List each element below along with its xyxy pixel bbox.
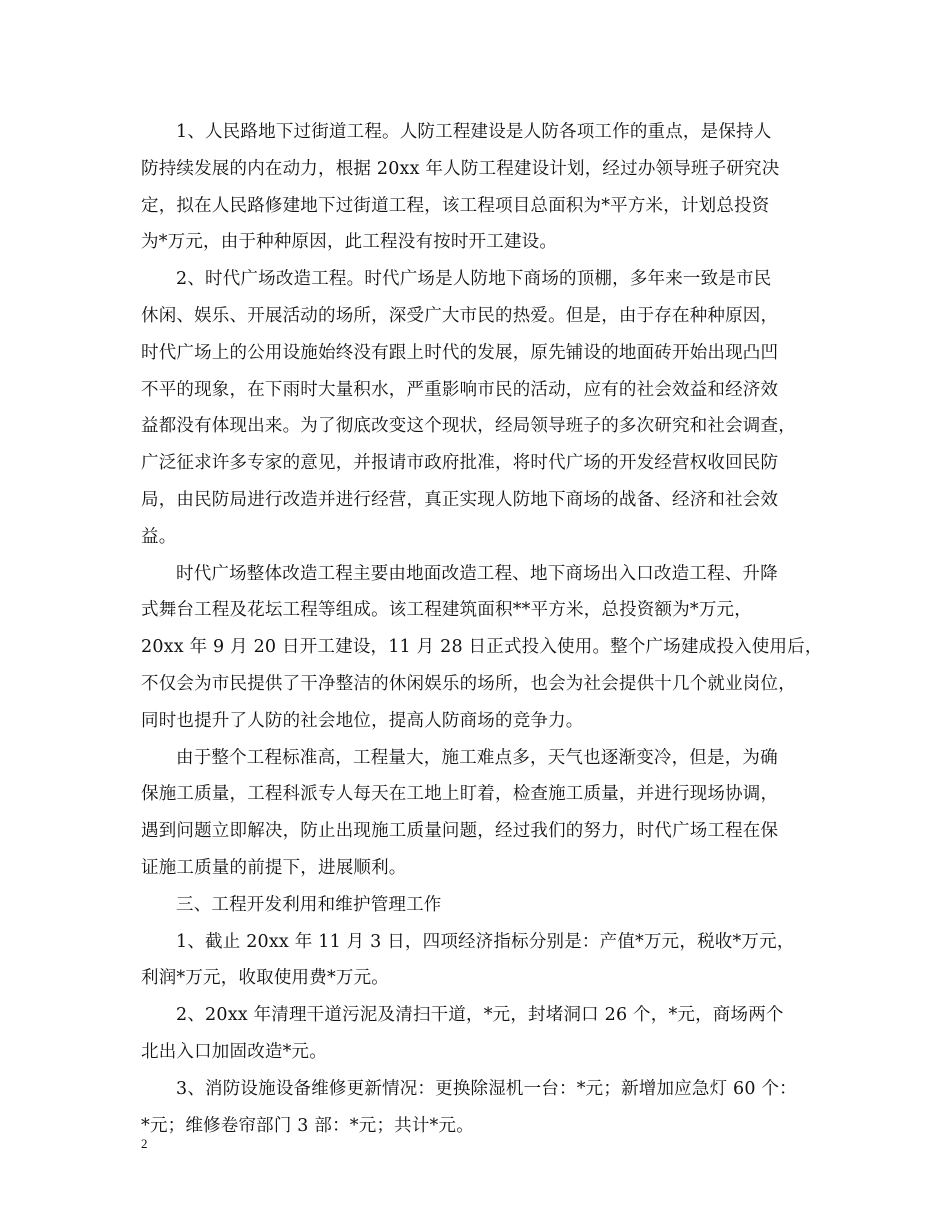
document-body [141,114,823,1144]
paragraph-line: 利润*万元，收取使用费*万元。 [141,968,389,989]
paragraph-line: 广泛征求许多专家的意见，并报请市政府批准，将时代广场的开发经营权收回民防 [141,453,779,474]
paragraph-line: 遇到问题立即解决，防止出现施工质量问题，经过我们的努力，时代广场工程在保 [141,821,779,842]
paragraph-line: 由于整个工程标准高，工程量大，施工难点多，天气也逐渐变冷，但是，为确 [176,747,778,768]
paragraph-line: 局，由民防局进行改造并进行经营，真正实现人防地下商场的战备、经济和社会效 [141,489,779,510]
paragraph-line: 不平的现象，在下雨时大量积水，严重影响市民的活动，应有的社会效益和经济效 [141,379,779,400]
paragraph-line: 保施工质量，工程科派专人每天在工地上盯着，检查施工质量，并进行现场协调， [141,784,779,805]
paragraph-line: 益。 [141,526,177,547]
paragraph-line: 式舞台工程及花坛工程等组成。该工程建筑面积**平方米，总投资额为*万元， [141,600,752,621]
paragraph-line: 为*万元，由于种种原因，此工程没有按时开工建设。 [141,232,558,253]
paragraph-line: 2、时代广场改造工程。时代广场是人防地下商场的顶棚，多年来一致是市民 [176,269,772,290]
paragraph-line: 益都没有体现出来。为了彻底改变这个现状，经局领导班子的多次研究和社会调查， [141,416,796,437]
paragraph-line: 时代广场上的公用设施始终没有跟上时代的发展，原先铺设的地面砖开始出现凸凹 [141,342,779,363]
section-heading: 三、工程开发利用和维护管理工作 [176,894,442,915]
paragraph-line: 20xx 年 9 月 20 日开工建设，11 月 28 日正式投入使用。整个广场建成投入使用后， [141,637,823,658]
paragraph-line: 不仅会为市民提供了干净整洁的休闲娱乐的场所，也会为社会提供十几个就业岗位， [141,673,796,694]
paragraph-line: 时代广场整体改造工程主要由地面改造工程、地下商场出入口改造工程、升降 [176,563,778,584]
paragraph-line: 证施工质量的前提下，进展顺利。 [141,857,407,878]
paragraph-line: 1、截止 20xx 年 11 月 3 日，四项经济指标分别是：产值*万元，税收*万元， [176,931,795,952]
paragraph-line: 防持续发展的内在动力，根据 20xx 年人防工程建设计划，经过办领导班子研究决 [141,158,780,179]
paragraph-line: 1、人民路地下过街道工程。人防工程建设是人防各项工作的重点，是保持人 [176,122,772,142]
paragraph-line: 2、20xx 年清理干道污泥及清扫干道，*元，封堵洞口 26 个，*元，商场两个 [176,1005,784,1026]
paragraph-line: 休闲、娱乐、开展活动的场所，深受广大市民的热爱。但是，由于存在种种原因， [141,305,779,326]
paragraph-line: 同时也提升了人防的社会地位，提高人防商场的竞争力。 [141,710,584,731]
paragraph-line: 定，拟在人民路修建地下过街道工程，该工程项目总面积为*平方米，计划总投资 [141,195,770,216]
page-number: 2 [141,1136,148,1151]
paragraph-line: 3、消防设施设备维修更新情况：更换除湿机一台：*元；新增加应急灯 60 个： [176,1078,797,1099]
paragraph-line: 北出入口加固改造*元。 [141,1041,327,1062]
paragraph-line: *元；维修卷帘部门 3 部：*元；共计*元。 [141,1115,474,1136]
